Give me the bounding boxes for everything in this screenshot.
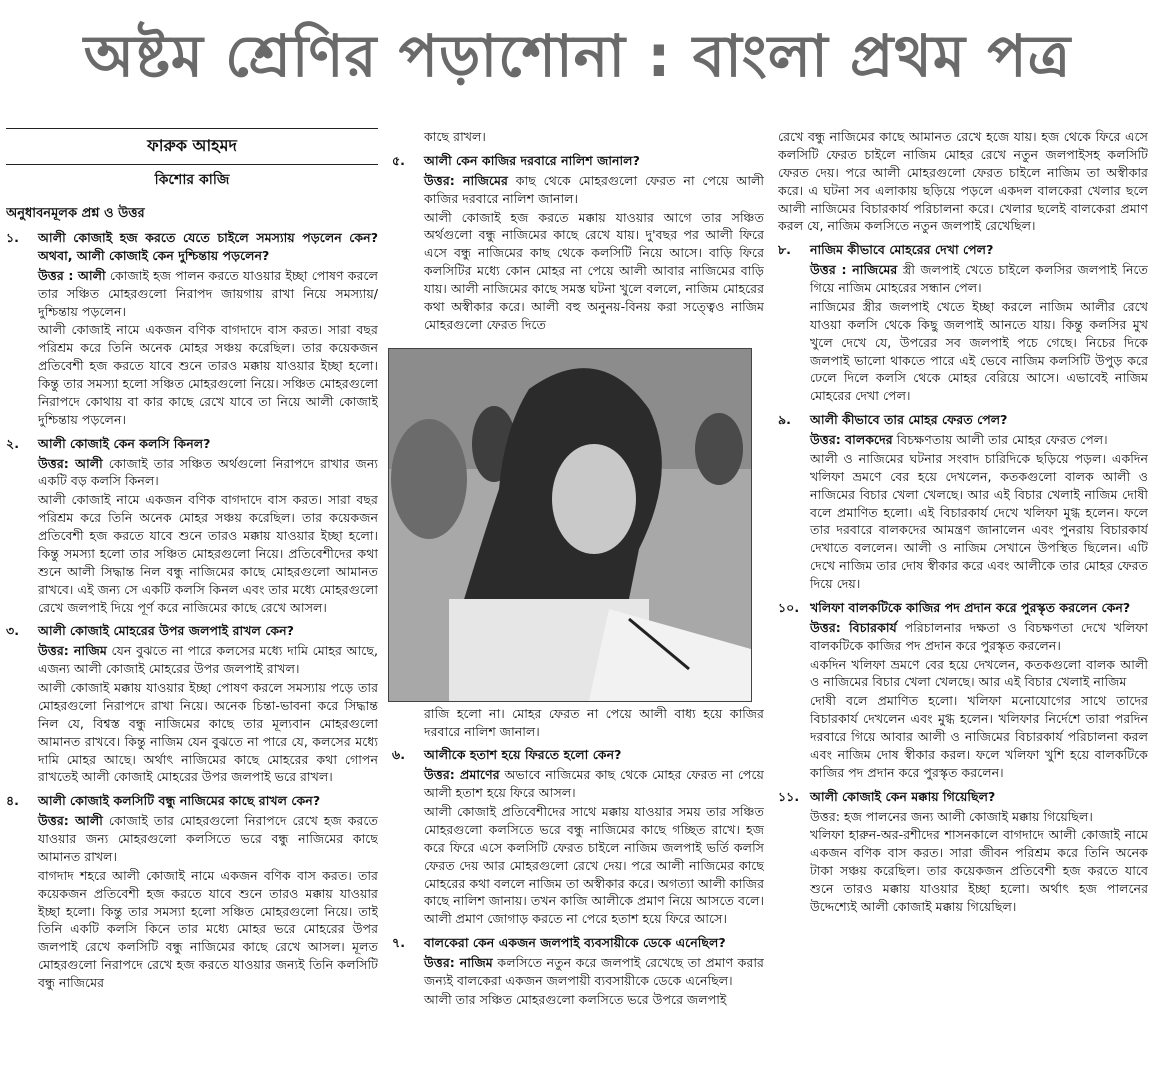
- answer-body: স্ত্রী জলপাই খেতে চাইলে কলসির জলপাই নিতে গিয়ে নাজিম মোহরের সন্ধান পেল।: [810, 262, 1148, 295]
- question-number: ৪.: [6, 793, 19, 809]
- explanation-paragraph: একদিন খলিফা ভ্রমণে বের হয়ে দেখলেন, কতকগুলো বালক আলী ও নাজিমের বিচার খেলা খেলছে। আর এই বিচার খেলাই নাজিম: [810, 656, 1148, 690]
- column-right: [778, 128, 1148, 1071]
- answer-body: অভাবে নাজিমের কাছ থেকে মোহর ফেরত না পেয়ে আলী হতাশ হয়ে ফিরে আসল।: [424, 767, 764, 801]
- answer-text: উত্তর: হজ পালনের জন্য আলী কোজাই মক্কায় গিয়েছিল।: [810, 808, 1093, 824]
- question-text: আলী কোজাই কেন কলসি কিনল?: [38, 435, 211, 451]
- question-text: আলী কেন কাজির দরবারে নালিশ জানাল?: [424, 152, 640, 168]
- answer-text: [38, 812, 378, 866]
- question-text: খলিফা বালকটিকে কাজির পদ প্রদান করে পুরস্কৃত করলেন কেন?: [810, 599, 1131, 615]
- question-text: আলীকে হতাশ হয়ে ফিরতে হলো কেন?: [424, 747, 622, 763]
- explanation-paragraph-continued: রাজি হলো না। মোহর ফেরত না পেয়ে আলী বাধ্য হয়ে কাজির দরবারে নালিশ জানাল।: [424, 705, 764, 739]
- qa-block-8: [778, 241, 1148, 405]
- answer-body: কোজাই হজ পালন করতে যাওয়ার ইচ্ছা পোষণ করলে তার সঞ্চিত মোহরগুলো নিরাপদ জায়গায় রাখা নিয়ে সমস্যায়/দুশ্চিন্তায় পড়লেন।: [38, 267, 378, 319]
- answer-text: [810, 261, 1148, 297]
- author-name: ফারুক আহমদ: [147, 136, 237, 155]
- answer-body: কোজাই তার সঞ্চিত অর্থগুলো নিরাপদে রাখার জন্য একটি বড় কলসি কিনল।: [38, 455, 378, 489]
- answer-body: পরিচালনার দক্ষতা ও বিচক্ষণতা দেখে খলিফা বালকটিকে কাজির পদ প্রদান করে পুরস্কৃত করলেন।: [810, 619, 1148, 653]
- question-text: আলী কোজাই কলসিটি বন্ধু নাজিমের কাছে রাখল কেন?: [38, 793, 321, 809]
- page-title: অষ্টম শ্রেণির পড়াশোনা : বাংলা প্রথম পত্র: [83, 22, 1072, 90]
- qa-block-11: [778, 788, 1148, 916]
- explanation-paragraph: আলী কোজাই নামে একজন বণিক বাগদাদে বাস করত। সারা বছর পরিশ্রম করে তিনি অনেক মোহর সঞ্চয় করেছিল। তার কয়েকজন প্রতিবেশী হজ করতে যাবে শুনে তারও মক্কায় যাওয়ার ইচ্ছা হলো। কিন্তু সমস্যা হলো তার সঞ্চিত মোহরগুলো নিয়ে। প্রতিবেশীদের কথা শুনে আলী সিদ্ধান্ত নিল বন্ধু নাজিমের কাছে মোহরগুলো আমানত রাখবে। এই জন্য সে একটি কলসি কিনল এবং তার মধ্যে মোহরগুলো রেখে জলপাই দিয়ে পূর্ণ করে নাজিমের কাছে রেখে আসল।: [38, 492, 378, 615]
- answer-text: [38, 455, 378, 491]
- qa-block-3: [6, 622, 378, 786]
- question-number: ৯.: [778, 412, 791, 428]
- question-number: ৫.: [392, 152, 405, 168]
- column-left: [6, 128, 378, 1071]
- explanation-paragraph: আলী কোজাই হজ করতে মক্কায় যাওয়ার আগে তার সঞ্চিত অর্থগুলো বন্ধু নাজিমের কাছে রেখে যায়। দু'বছর পর আলী ফিরে এসে বন্ধু নাজিমের কাছ থেকে কলসিটি নিয়ে আসে। বাড়ি ফিরে কলসিটির মধ্যে কোন মোহর না পেয়ে আলী আবার নাজিমের বাড়ি যায়। আলী নাজিমের কাছে সমস্ত ঘটনা খুলে বললে, নাজিম মোহরের কথা অস্বীকার করে। আলী বহু অনুনয়-বিনয় করা সত্ত্বেও নাজিম মোহরগুলো ফেরত দিতে: [424, 209, 764, 332]
- answer-label: উত্তর: নাজিম: [38, 643, 107, 659]
- continued-text: কাছে রাখল।: [424, 129, 486, 144]
- story-title: কিশোর কাজি: [154, 171, 230, 188]
- answer-text: [424, 954, 764, 990]
- continued-text: রেখে বন্ধু নাজিমের কাছে আমানত রেখে হজে যায়। হজ থেকে ফিরে এসে কলসিটি ফেরত চাইলে নাজিম মোহর রেখে নতুন জলপাইসহ কলসিটি ফেরত দেয়। পরে আলী মোহরগুলো ফেরত চাইলে নাজিম তা অস্বীকার করে। এ ঘটনা সব এলাকায় ছড়িয়ে পড়লে একদল বালকেরা খেলার ছলে আলী নাজিমের বিচারকার্য পরিচালনা করে। খেলার ছলেই বালকেরা প্রমাণ করল যে, নাজিম কলসিতে নতুন জলপাই রেখেছিল।: [778, 129, 1148, 234]
- explanation-paragraph-2: দোষী বলে প্রমাণিত হলো। খলিফা মনোযোগের সাথে তাদের বিচারকার্য দেখলেন এবং মুগ্ধ হলেন। খলিফার নির্দেশে তারা পরদিন দরবারে গিয়ে আবার আলী ও নাজিমের বিচারকার্য পরিচালনা করল এবং নাজিম দোষ স্বীকার করল। ফলে খলিফা খুশি হয়ে বালকটিকে কাজির পদ প্রদান করে পুরস্কৃত করলেন।: [810, 693, 1148, 780]
- answer-label: উত্তর: নাজিম: [424, 955, 493, 970]
- qa-block-10: [778, 599, 1148, 782]
- question-number: ৮.: [778, 242, 791, 258]
- question-number: ১১.: [778, 788, 800, 804]
- question-number: ৩.: [6, 623, 19, 639]
- qa-block-6: [392, 746, 764, 928]
- answer-body: কোজাই তার মোহরগুলো নিরাপদে রেখে হজ করতে যাওয়ার জন্য মোহরগুলো কলসিতে ভরে বন্ধু নাজিমের কাছে আমানত রাখল।: [38, 813, 378, 864]
- explanation-paragraph: আলী কোজাই মক্কায় যাওয়ার ইচ্ছা পোষণ করলে সমস্যায় পড়ে তার মোহরগুলো নিরাপদে রাখা নিয়ে। অনেক চিন্তা-ভাবনা করে সিদ্ধান্ত নিল যে, বিশ্বস্ত বন্ধু নাজিমের কাছে তার মূল্যবান মোহরগুলো আমানত রাখবে। কিন্তু নাজিম যেন বুঝতে না পারে যে, কলসের মধ্যে দামি মোহর আছে। অর্থাৎ নাজিমের কাছে মোহরের কথা গোপন রাখতেই আলী কোজাই মোহরের উপর জলপাই ভরে রাখল।: [38, 680, 378, 785]
- explanation-paragraph: আলী কোজাই নামে একজন বণিক বাগদাদে বাস করত। সারা বছর পরিশ্রম করে তিনি অনেক মোহর সঞ্চয় করেছিল। তার কয়েকজন প্রতিবেশী হজ করতে যাবে শুনে তারও মক্কায় যাওয়ার ইচ্ছা হলো। কিন্তু তার সমস্যা হলো সঞ্চিত মোহরগুলো নিয়ে। সঞ্চিত মোহরগুলো নিরাপদে কোথায় বা কার কাছে রেখে যাবে তা নিয়ে আলী কোজাই দুশ্চিন্তায় পড়লেন।: [38, 322, 378, 427]
- section-heading: অনুধাবনমূলক প্রশ্ন ও উত্তর: [6, 205, 145, 221]
- explanation-paragraph: খলিফা হারুন-অর-রশীদের শাসনকালে বাগদাদে আলী কোজাই নামে একজন বণিক বাস করত। সারা জীবন পরিশ্রম করে তিনি অনেক টাকা সঞ্চয় করেছিল। তার কয়েকজন প্রতিবেশী হজ করতে যাবে শুনে তারও মক্কায় যাওয়ার ইচ্ছা হলো। অর্থাৎ হজ পালনের উদ্দেশ্যেই আলী কোজাই মক্কায় গিয়েছিল।: [810, 827, 1148, 914]
- answer-label: উত্তর: আলী: [38, 455, 103, 471]
- qa-block-2: [6, 435, 378, 617]
- answer-label: উত্তর : আলী: [38, 267, 106, 283]
- explanation-paragraph: নাজিমের স্ত্রীর জলপাই খেতে ইচ্ছা করলে নাজিম আলীর রেখে যাওয়া কলসি থেকে কিছু জলপাই আনতে যায়। কিন্তু কলসির মুখ খুলে দেখে যে, উপরের সব জলপাই পচে গেছে। নিচের দিকে জলপাই ভালো থাকতে পারে এই ভেবে নাজিম কলসিটি উপুড় করে ঢেলে দিলে কলসি থেকে মোহর বেরিয়ে আসে। এভাবেই নাজিম মোহরের দেখা পেল।: [810, 298, 1148, 404]
- question-text: নাজিম কীভাবে মোহরের দেখা পেল?: [810, 242, 994, 258]
- question-number: ২.: [6, 435, 19, 451]
- answer-label: উত্তর: বালকদের: [810, 432, 893, 447]
- answer-text: [810, 619, 1148, 655]
- answer-body: কলসিতে নতুন করে জলপাই রেখেছে তা প্রমাণ করার জন্যই বালকেরা একজন জলপায়ী ব্যবসায়ীকে ডেকে এনেছিল।: [424, 955, 764, 988]
- answer-text: [38, 267, 378, 321]
- question-text: আলী কোজাই কেন মক্কায় গিয়েছিল?: [810, 788, 996, 804]
- answer-text: [810, 431, 1148, 449]
- explanation-paragraph: আলী ও নাজিমের ঘটনার সংবাদ চারিদিকে ছড়িয়ে পড়ল। একদিন খলিফা ভ্রমণে বের হয়ে দেখলেন, কতকগুলো বালক আলী ও নাজিমের বিচার খেলা খেলছে। আর এই বিচার খেলাই নাজিম দোষী বলে প্রমাণিত হলো। এই বিচারকার্য দেখে খলিফা মুগ্ধ হলেন। ফলে তার দরবারে বালকদের আমন্ত্রণ জানালেন এবং পুনরায় বিচারকার্য দেখাতে বললেন। আলী ও নাজিম সেখানে উপস্থিত ছিলেন। এটি দেখে নাজিম তার দোষ স্বীকার করে এবং আলীকে তার মোহর ফেরত দিয়ে দেয়।: [810, 450, 1148, 591]
- answer-label: উত্তর: প্রমাণের: [424, 767, 500, 783]
- answer-body: কাছ থেকে মোহরগুলো ফেরত না পেয়ে আলী কাজির দরবারে নালিশ জানাল।: [424, 172, 764, 206]
- question-text: বালকেরা কেন একজন জলপাই ব্যবসায়ীকে ডেকে এনেছিল?: [424, 935, 726, 951]
- qa-block-9: [778, 411, 1148, 593]
- qa-block-7: [392, 934, 764, 1009]
- student-writing-photo: [388, 348, 752, 702]
- answer-label: উত্তর: বিচারকার্য: [810, 619, 897, 635]
- answer-text: [424, 172, 764, 208]
- answer-label: উত্তর: নাজিমের: [424, 172, 508, 188]
- question-number: ১০.: [778, 599, 800, 615]
- qa-block-1: [6, 229, 378, 429]
- answer-label: উত্তর : নাজিমের: [810, 262, 898, 278]
- answer-body: বিচক্ষণতায় আলী তার মোহর ফেরত পেল।: [896, 432, 1108, 447]
- explanation-paragraph: আলী তার সঞ্চিত মোহরগুলো কলসিতে ভরে উপরে জলপাই: [424, 991, 727, 1007]
- answer-body: যেন বুঝতে না পারে কলসের মধ্যে দামি মোহর আছে, এজন্য আলী কোজাই মোহরের উপর জলপাই রাখল।: [38, 643, 378, 677]
- question-number: ১.: [6, 230, 19, 246]
- question-text: আলী কোজাই হজ করতে যেতে চাইলে সমস্যায় পড়লেন কেন? অথবা, আলী কোজাই কেন দুশ্চিন্তায় পড়লেন?: [38, 230, 378, 263]
- explanation-paragraph: আলী কোজাই প্রতিবেশীদের সাথে মক্কায় যাওয়ার সময় তার সঞ্চিত মোহরগুলো কলসিতে ভরে বন্ধু নাজিমের কাছে গচ্ছিত রাখে। হজ করে ফিরে এসে কলসিটি ফেরত চাইলে নাজিম জলপাই ভর্তি কলসি ফেরত দেয় আর মোহরগুলো রেখে দেয়। পরে আলী নাজিমের কাছে মোহরের কথা বললে নাজিম তা অস্বীকার করে। অগত্যা আলী কাজির কাছে নালিশ জানায়। তখন কাজি আলীকে প্রমাণ নিয়ে আসতে বলে। আলী প্রমাণ জোগাড় করতে না পেরে হতাশ হয়ে ফিরে আসে।: [424, 804, 764, 927]
- qa-block-4: [6, 792, 378, 992]
- question-text: আলী কীভাবে তার মোহর ফেরত পেল?: [810, 412, 1008, 428]
- question-number: ৬.: [392, 747, 405, 763]
- answer-text: [424, 766, 764, 802]
- explanation-paragraph: বাগদাদ শহরে আলী কোজাই নামে একজন বণিক বাস করত। তার কয়েকজন প্রতিবেশী হজ করতে যাবে শুনে তারও মক্কায় যাওয়ার ইচ্ছা হলো। কিন্তু তার সমস্যা হলো সঞ্চিত মোহরগুলো নিয়ে। তাই তিনি একটি কলসি কিনে তার মধ্যে মোহর ভরে মোহরের উপর জলপাই রেখে কলসিটি বন্ধু নাজিমের কাছে রেখে আসল। মূলত মোহরগুলো নিরাপদে রেখে হজ করতে যাওয়ার জন্যই তিনি কলসিটি বন্ধু নাজিমের: [38, 867, 378, 991]
- answer-label: উত্তর: আলী: [38, 813, 103, 829]
- question-number: ৭.: [392, 935, 405, 951]
- question-text: আলী কোজাই মোহরের উপর জলপাই রাখল কেন?: [38, 623, 294, 639]
- photo-illustration: [389, 349, 751, 701]
- answer-text: [38, 642, 378, 678]
